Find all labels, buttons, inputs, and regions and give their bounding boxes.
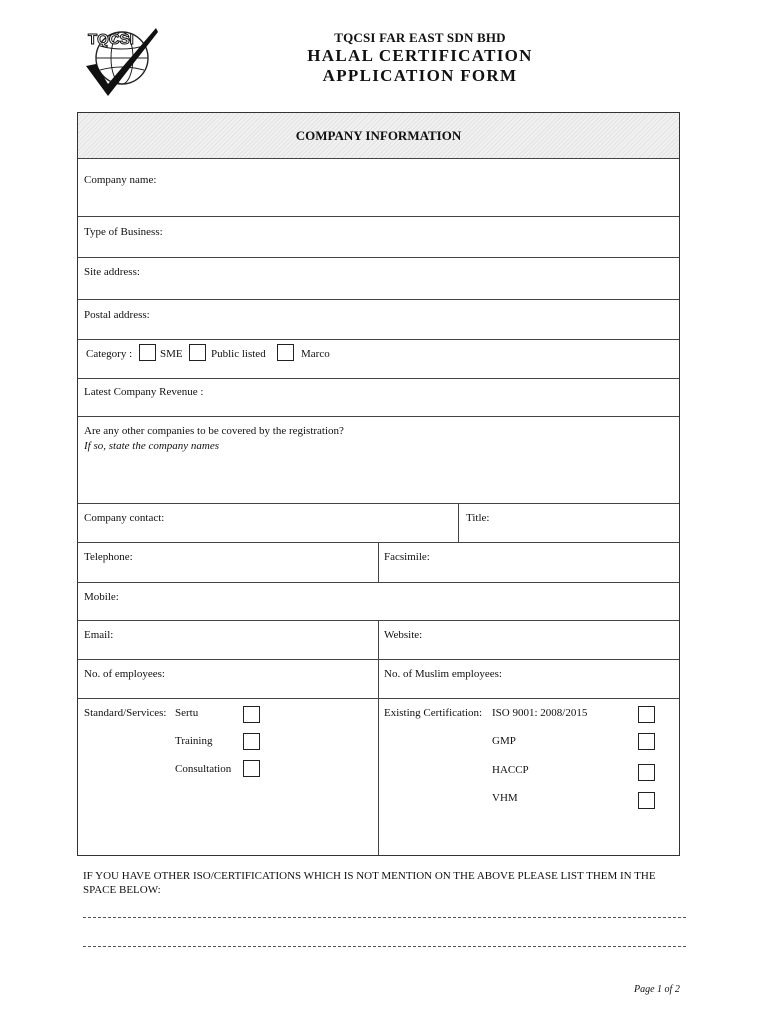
issuer-name: TQCSI FAR EAST SDN BHD xyxy=(334,30,506,45)
sertu-checkbox[interactable] xyxy=(243,706,260,723)
column-divider xyxy=(458,503,459,542)
mobile-label: Mobile: xyxy=(84,591,119,603)
row-divider xyxy=(78,299,679,300)
consultation-checkbox[interactable] xyxy=(243,760,260,777)
gmp-label: GMP xyxy=(492,735,516,747)
form-title-line1: HALAL CERTIFICATION xyxy=(307,46,533,65)
row-divider xyxy=(78,339,679,340)
email-label: Email: xyxy=(84,629,114,641)
column-divider xyxy=(378,620,379,855)
page-number: Page 1 of 2 xyxy=(634,984,680,995)
muslim-employees-label: No. of Muslim employees: xyxy=(384,668,502,680)
row-divider xyxy=(78,378,679,379)
category-marco-label: Marco xyxy=(301,348,330,360)
iso-9001-checkbox[interactable] xyxy=(638,706,655,723)
section-header xyxy=(78,113,679,158)
company-contact-label: Company contact: xyxy=(84,512,165,524)
form-title-line2: APPLICATION FORM xyxy=(322,66,518,85)
other-companies-hint: If so, state the company names xyxy=(84,440,220,452)
svg-text:TQCSI: TQCSI xyxy=(88,31,134,48)
category-sme-checkbox[interactable] xyxy=(139,344,156,361)
sertu-label: Sertu xyxy=(175,707,199,719)
other-certifications-note: IF YOU HAVE OTHER ISO/CERTIFICATIONS WHICH IS NOT MENTION ON THE ABOVE PLEASE LIST THEM IN THE SPACE BELOW: xyxy=(83,870,656,896)
website-label: Website: xyxy=(384,629,423,641)
row-divider xyxy=(78,216,679,217)
row-divider xyxy=(78,158,679,159)
standard-services-label: Standard/Services: xyxy=(84,707,167,719)
training-label: Training xyxy=(175,735,213,747)
postal-address-label: Postal address: xyxy=(84,309,150,321)
facsimile-label: Facsimile: xyxy=(384,551,430,563)
existing-certification-label: Existing Certification: xyxy=(384,707,483,719)
haccp-label: HACCP xyxy=(492,764,529,776)
row-divider xyxy=(78,503,679,504)
form-header xyxy=(250,30,590,86)
telephone-label: Telephone: xyxy=(84,551,133,563)
gmp-checkbox[interactable] xyxy=(638,733,655,750)
row-divider xyxy=(78,582,679,583)
column-divider xyxy=(378,542,379,582)
haccp-checkbox[interactable] xyxy=(638,764,655,781)
writing-line[interactable] xyxy=(83,946,686,947)
row-divider xyxy=(78,416,679,417)
section-title: COMPANY INFORMATION xyxy=(295,127,462,143)
company-name-label: Company name: xyxy=(84,174,157,186)
site-address-label: Site address: xyxy=(84,266,140,278)
iso-9001-label: ISO 9001: 2008/2015 xyxy=(492,707,588,719)
vhm-checkbox[interactable] xyxy=(638,792,655,809)
company-revenue-label: Latest Company Revenue : xyxy=(84,386,204,398)
category-marco-checkbox[interactable] xyxy=(277,344,294,361)
consultation-label: Consultation xyxy=(175,763,232,775)
row-divider xyxy=(78,257,679,258)
employees-label: No. of employees: xyxy=(84,668,165,680)
vhm-label: VHM xyxy=(492,792,518,804)
category-label: Category : xyxy=(86,348,133,360)
type-of-business-label: Type of Business: xyxy=(84,226,163,238)
other-companies-question: Are any other companies to be covered by the registration? xyxy=(84,425,344,437)
tqcsi-logo xyxy=(80,22,162,100)
category-public-listed-label: Public listed xyxy=(211,348,266,360)
category-sme-label: SME xyxy=(160,348,183,360)
company-information-form xyxy=(77,112,680,856)
title-label: Title: xyxy=(466,512,490,524)
training-checkbox[interactable] xyxy=(243,733,260,750)
writing-line[interactable] xyxy=(83,917,686,918)
category-public-listed-checkbox[interactable] xyxy=(189,344,206,361)
